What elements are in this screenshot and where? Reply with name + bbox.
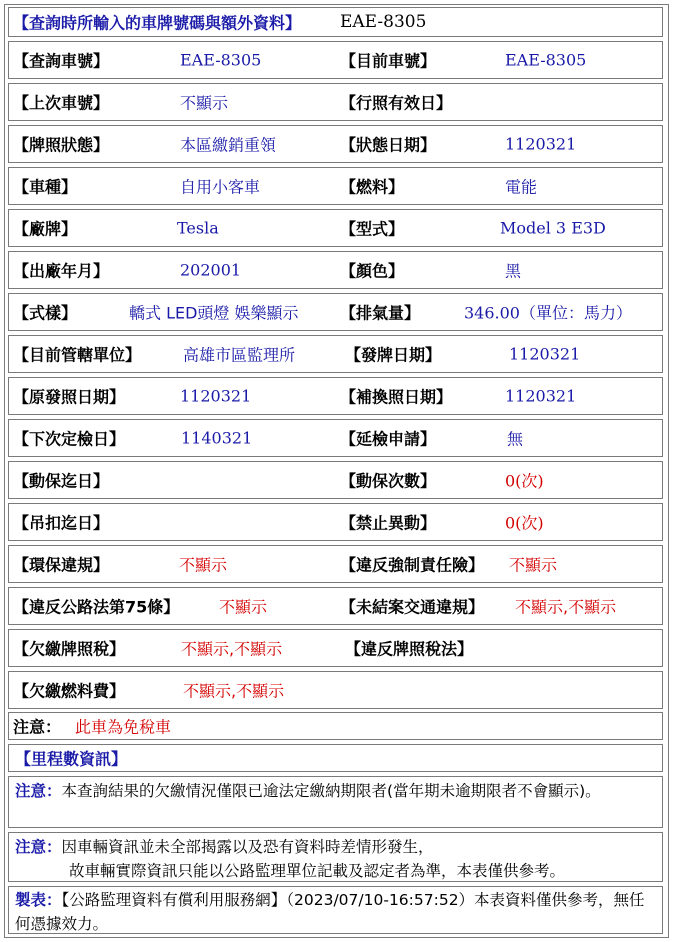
field-value: 1120321 xyxy=(505,134,577,154)
footer-label: 製表： xyxy=(15,891,62,909)
field-value: 1120321 xyxy=(509,344,581,364)
field-label: 【吊扣迄日】 xyxy=(13,513,110,533)
table-row xyxy=(8,461,663,499)
field-value: 不顯示,不顯示 xyxy=(181,639,283,659)
field-value: 不顯示,不顯示 xyxy=(183,681,285,701)
note-arrears-label: 注意： xyxy=(15,782,62,800)
field-label: 【未結案交通違規】 xyxy=(340,597,485,617)
footer-row xyxy=(8,886,663,934)
table-row xyxy=(8,377,663,415)
table-row xyxy=(8,251,663,289)
table-row xyxy=(8,545,663,583)
field-label: 【查詢車號】 xyxy=(13,51,110,71)
field-value: 本區繳銷重領 xyxy=(180,135,277,155)
table-row xyxy=(8,419,663,457)
field-value: 不顯示,不顯示 xyxy=(515,597,617,617)
field-value: 1120321 xyxy=(180,386,252,406)
field-value: Model 3 E3D xyxy=(500,218,606,238)
mileage-row xyxy=(8,744,663,772)
field-label: 【行照有效日】 xyxy=(340,93,453,113)
field-value: EAE-8305 xyxy=(180,50,262,70)
field-label: 【型式】 xyxy=(340,219,405,239)
field-label: 【違反牌照稅法】 xyxy=(345,639,474,659)
field-value: 高雄市區監理所 xyxy=(183,345,296,365)
field-label: 【禁止異動】 xyxy=(340,513,437,533)
tax-note-label: 注意： xyxy=(13,717,62,737)
note-arrears-text: 本查詢結果的欠繳情況僅限已逾法定繳納期限者(當年期未逾期限者不會顯示)。 xyxy=(61,782,601,800)
note-disclaimer-line1: 因車輛資訊並未全部揭露以及恐有資料時差情形發生， xyxy=(61,838,434,856)
field-label: 【上次車號】 xyxy=(13,93,110,113)
table-row xyxy=(8,83,663,121)
title-label: 【查詢時所輸入的車牌號碼與額外資料】 xyxy=(13,13,302,33)
field-value: EAE-8305 xyxy=(505,50,587,70)
vehicle-info-sheet xyxy=(4,4,669,938)
table-row xyxy=(8,335,663,373)
field-label: 【式樣】 xyxy=(13,303,78,323)
tax-note-row xyxy=(8,712,663,740)
field-value: 1120321 xyxy=(505,386,577,406)
field-value: 1140321 xyxy=(181,428,253,448)
field-label: 【延檢申請】 xyxy=(340,429,437,449)
note-disclaimer xyxy=(8,832,663,882)
field-value: 0(次) xyxy=(505,471,544,491)
field-label: 【目前管轄單位】 xyxy=(13,345,142,365)
table-row xyxy=(8,629,663,667)
field-label: 【下次定檢日】 xyxy=(13,429,126,449)
field-value: 不顯示 xyxy=(509,555,558,575)
table-row xyxy=(8,167,663,205)
tax-note-text: 此車為免稅車 xyxy=(75,717,172,737)
field-label: 【車種】 xyxy=(13,177,78,197)
field-label: 【狀態日期】 xyxy=(340,135,437,155)
field-label: 【目前車號】 xyxy=(340,51,437,71)
field-value: 轎式 LED頭燈 娛樂顯示 xyxy=(129,303,299,323)
field-value: 自用小客車 xyxy=(180,177,261,197)
field-value: 202001 xyxy=(180,260,242,280)
title-row xyxy=(8,7,663,37)
table-row xyxy=(8,41,663,79)
table-row xyxy=(8,587,663,625)
table-row xyxy=(8,125,663,163)
note-disclaimer-line2: 故車輛實際資訊只能以公路監理單位記載及認定者為準，本表僅供參考。 xyxy=(69,862,566,880)
title-plate: EAE-8305 xyxy=(340,12,427,32)
footer-text: 【公路監理資料有償利用服務網】（2023/07/10-16:57:52）本表資料僅供參考，無任何憑據效力。 xyxy=(15,891,645,933)
field-label: 【原發照日期】 xyxy=(13,387,126,407)
field-value: 346.00（單位：馬力） xyxy=(464,303,632,323)
table-row xyxy=(8,209,663,247)
field-value: 不顯示 xyxy=(219,597,268,617)
field-value: 不顯示 xyxy=(179,555,228,575)
field-label: 【燃料】 xyxy=(340,177,405,197)
table-row xyxy=(8,671,663,709)
field-label: 【顏色】 xyxy=(340,261,405,281)
field-value: 0(次) xyxy=(505,513,544,533)
field-value: 電能 xyxy=(505,177,538,197)
field-value: Tesla xyxy=(177,218,219,238)
mileage-label: 【里程數資訊】 xyxy=(15,749,128,769)
field-label: 【排氣量】 xyxy=(340,303,421,323)
field-value: 無 xyxy=(507,429,524,449)
field-value: 不顯示 xyxy=(180,93,229,113)
field-label: 【牌照狀態】 xyxy=(13,135,110,155)
field-label: 【補換照日期】 xyxy=(340,387,453,407)
field-label: 【發牌日期】 xyxy=(345,345,442,365)
field-label: 【違反強制責任險】 xyxy=(340,555,485,575)
field-label: 【欠繳牌照稅】 xyxy=(13,639,126,659)
field-label: 【動保迄日】 xyxy=(13,471,110,491)
field-label: 【環保違規】 xyxy=(13,555,110,575)
table-row xyxy=(8,503,663,541)
table-row xyxy=(8,293,663,331)
field-label: 【廠牌】 xyxy=(13,219,78,239)
note-arrears xyxy=(8,776,663,828)
field-label: 【欠繳燃料費】 xyxy=(13,681,126,701)
field-label: 【違反公路法第75條】 xyxy=(13,597,180,617)
field-label: 【動保次數】 xyxy=(340,471,437,491)
field-label: 【出廠年月】 xyxy=(13,261,110,281)
field-value: 黑 xyxy=(505,261,522,281)
note-disclaimer-label: 注意： xyxy=(15,838,62,856)
